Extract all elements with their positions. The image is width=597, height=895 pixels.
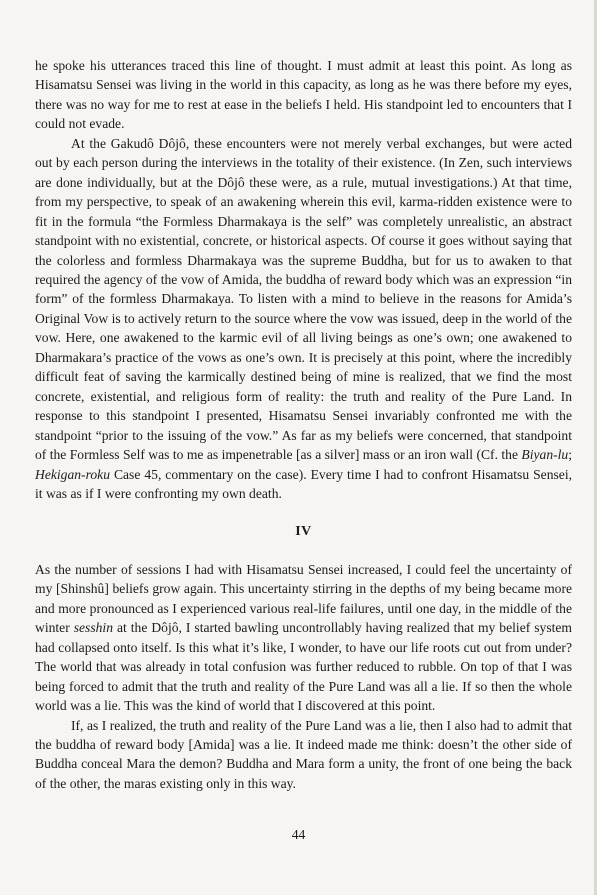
paragraph-3-text-a: As the number of sessions I had with Hisamatsu Sensei increased, I could feel the uncertainty of my [Shinshû] beliefs grow again. This uncertainty stirring in the depths of my being became more and more pronounced as I experienced various real-life failures, until one day, in the middle of the winter xyxy=(35,561,572,636)
paragraph-2-text-a: At the Gakudô Dôjô, these encounters were not merely verbal exchanges, but were acted out by each person during the interviews in the totality of their existence. (In Zen, such interviews are done individually, but at the Dôjô these were, as a rule, mutual investigations.) At that time, from my perspective, to speak of an awakening wherein this evil, karma-ridden existence were to fit in the formula “the Formless Dharmakaya is the self” was completely unrealistic, an abstract standpoint with no existential, concrete, or historical aspects. Of course it goes without saying that the colorless and formless Dharmakaya was the supreme Buddha, but for us to awaken to that required the agency of the vow of Amida, the buddha of reward body which was an expression “in form” of the formless Dharmakaya. To listen with a mind to believe in the reasons for Amida’s Original Vow is to actively return to the source where the vow was issued, deep in the world of the vow. Here, one awakened to the karmic evil of all living beings as one’s own; one awakened to Dharmakara’s practice of the vows as one’s own. It is precisely at this point, where the incredibly difficult feat of saving the karmically destined being of mine is realized, that we find the most concrete, existential, and religious form of reality: the truth and reality of the Pure Land. In response to this standpoint I presented, Hisamatsu Sensei invariably confronted me with the standpoint “prior to the issuing of the vow.” As far as my beliefs were concerned, that standpoint of the Formless Self was to me as impenetrable [as a silver] mass or an iron wall (Cf. the xyxy=(35,135,572,463)
title-hekigan-roku: Hekigan-roku xyxy=(35,466,110,482)
paragraph-1: he spoke his utterances traced this line of thought. I must admit at least this point. As long as Hisamatsu Sensei was living in the world in this capacity, as long as he was there before my eyes, there was no way for me to rest at ease in the beliefs I held. His standpoint led to encounters that I could not evade. xyxy=(35,58,572,132)
term-sesshin: sesshin xyxy=(73,620,113,636)
text-column xyxy=(35,56,572,793)
section-heading: IV xyxy=(295,524,312,540)
title-biyan-lu: Biyan-lu xyxy=(521,447,569,463)
paragraph-3 xyxy=(35,560,572,716)
paragraph-4: If, as I realized, the truth and reality of the Pure Land was a lie, then I also had to admit that the buddha of reward body [Amida] was a lie. It indeed made me think: doesn’t the other side of Buddha conceal Mara the demon? Buddha and Mara form a unity, the front of one being the back of the other, the maras existing only in this way. xyxy=(35,717,572,791)
paragraph-2 xyxy=(35,134,572,504)
paragraph-2-text-b: ; xyxy=(568,447,572,463)
paragraph-2-text-c: Case 45, commentary on the case). Every time I had to confront Hisamatsu Sensei, it was as if I were confronting my own death. xyxy=(35,466,572,501)
paragraph-3-text-b: at the Dôjô, I started bawling uncontrollably having realized that my belief system had collapsed onto itself. Is this what it’s like, I wonder, to have our life roots cut out from under? The world that was already in total confusion was further reduced to rubble. On top of that I was being forced to admit that the truth and reality of the Pure Land was all a lie. If so then the whole world was a lie. This was the kind of world that I discovered at this point. xyxy=(35,620,572,714)
page-number: 44 xyxy=(291,827,306,842)
